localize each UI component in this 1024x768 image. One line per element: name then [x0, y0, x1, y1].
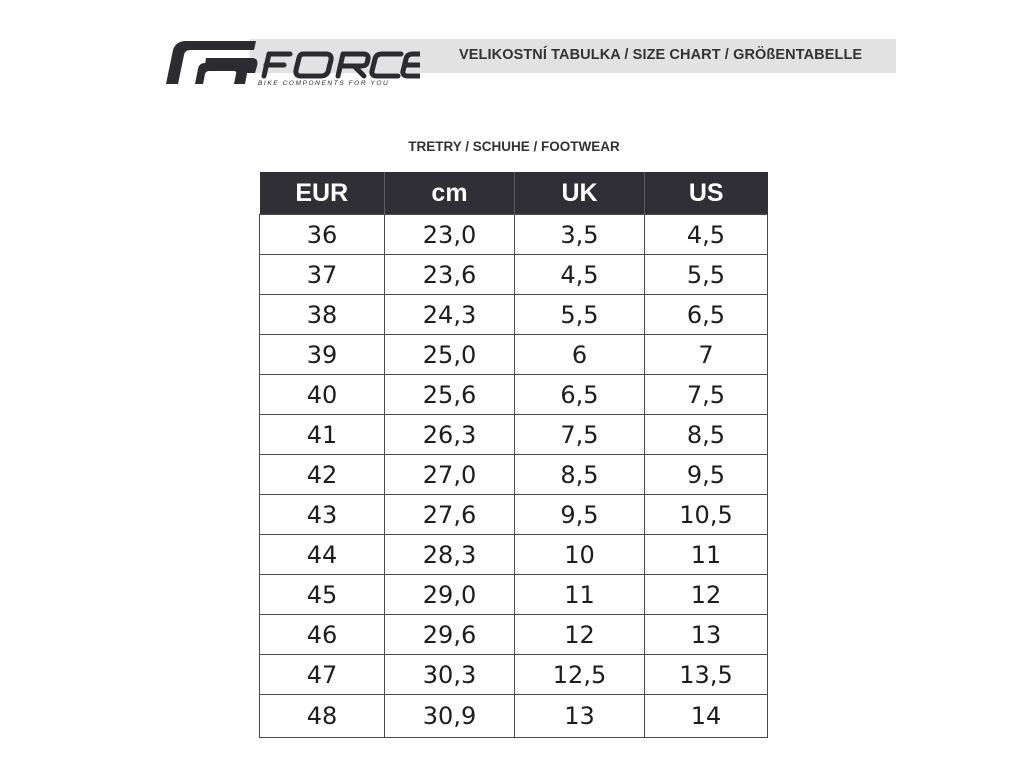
column-header-eur: EUR [260, 172, 385, 215]
cell-cm: 25,6 [385, 375, 515, 415]
cell-cm: 26,3 [385, 415, 515, 455]
cell-us: 7,5 [645, 375, 768, 415]
cell-uk: 3,5 [515, 215, 645, 255]
cell-cm: 30,3 [385, 655, 515, 695]
table-row [260, 335, 768, 375]
cell-us: 10,5 [645, 495, 768, 535]
cell-uk: 6,5 [515, 375, 645, 415]
cell-us: 13 [645, 615, 768, 655]
cell-eur: 47 [260, 655, 385, 695]
cell-eur: 48 [260, 695, 385, 738]
cell-cm: 29,0 [385, 575, 515, 615]
cell-uk: 9,5 [515, 495, 645, 535]
cell-eur: 45 [260, 575, 385, 615]
cell-cm: 23,6 [385, 255, 515, 295]
table-row [260, 215, 768, 255]
table-row [260, 695, 768, 738]
cell-eur: 40 [260, 375, 385, 415]
cell-uk: 13 [515, 695, 645, 738]
column-header-cm: cm [385, 172, 515, 215]
cell-eur: 39 [260, 335, 385, 375]
table-row [260, 535, 768, 575]
table-row [260, 575, 768, 615]
cell-us: 7 [645, 335, 768, 375]
table-row [260, 295, 768, 335]
column-header-us: US [645, 172, 768, 215]
cell-cm: 27,6 [385, 495, 515, 535]
cell-us: 6,5 [645, 295, 768, 335]
table-row [260, 495, 768, 535]
cell-uk: 6 [515, 335, 645, 375]
brand-tagline: BIKE COMPONENTS FOR YOU [258, 80, 390, 87]
cell-us: 9,5 [645, 455, 768, 495]
cell-uk: 12,5 [515, 655, 645, 695]
column-header-uk: UK [515, 172, 645, 215]
cell-uk: 7,5 [515, 415, 645, 455]
cell-us: 14 [645, 695, 768, 738]
cell-cm: 27,0 [385, 455, 515, 495]
cell-us: 5,5 [645, 255, 768, 295]
table-body [260, 215, 768, 738]
section-title: TRETRY / SCHUHE / FOOTWEAR [408, 139, 620, 154]
cell-us: 13,5 [645, 655, 768, 695]
cell-eur: 36 [260, 215, 385, 255]
cell-cm: 28,3 [385, 535, 515, 575]
cell-eur: 44 [260, 535, 385, 575]
cell-us: 4,5 [645, 215, 768, 255]
table-row [260, 615, 768, 655]
table-header-row [260, 172, 768, 215]
cell-cm: 29,6 [385, 615, 515, 655]
cell-eur: 46 [260, 615, 385, 655]
cell-cm: 25,0 [385, 335, 515, 375]
cell-uk: 8,5 [515, 455, 645, 495]
cell-us: 8,5 [645, 415, 768, 455]
cell-cm: 30,9 [385, 695, 515, 738]
cell-uk: 5,5 [515, 295, 645, 335]
cell-cm: 24,3 [385, 295, 515, 335]
page-title: VELIKOSTNÍ TABULKA / SIZE CHART / GRÖßENTABELLE [459, 47, 863, 63]
size-chart-table [259, 172, 768, 738]
cell-eur: 43 [260, 495, 385, 535]
cell-eur: 37 [260, 255, 385, 295]
table-row [260, 455, 768, 495]
cell-uk: 12 [515, 615, 645, 655]
cell-us: 11 [645, 535, 768, 575]
cell-uk: 4,5 [515, 255, 645, 295]
table-row [260, 415, 768, 455]
cell-uk: 10 [515, 535, 645, 575]
table-row [260, 655, 768, 695]
cell-us: 12 [645, 575, 768, 615]
cell-uk: 11 [515, 575, 645, 615]
table-row [260, 255, 768, 295]
cell-eur: 42 [260, 455, 385, 495]
cell-eur: 41 [260, 415, 385, 455]
cell-eur: 38 [260, 295, 385, 335]
cell-cm: 23,0 [385, 215, 515, 255]
table-row [260, 375, 768, 415]
